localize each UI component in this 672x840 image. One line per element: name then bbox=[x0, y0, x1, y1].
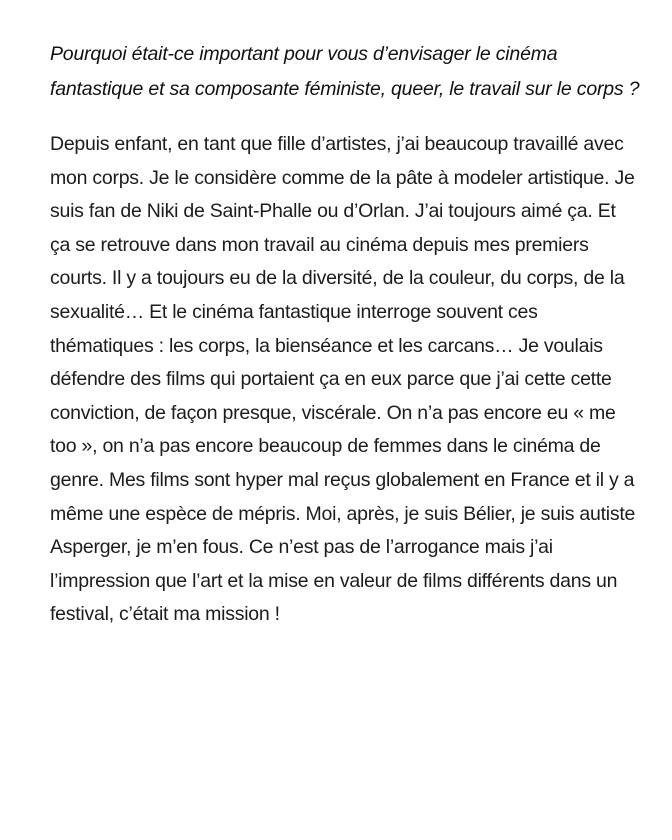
interview-answer: Depuis enfant, en tant que fille d’artistes, j’ai beaucoup travaillé avec mon corps. Je le considère comme de la pâte à modeler artistique. Je suis fan de Niki de Saint-Phalle ou d’Orlan. J’ai toujours aimé ça. Et ça se retrouve dans mon travail au cinéma depuis mes premiers courts. Il y a toujours eu de la diversité, de la couleur, du corps, de la sexualité… Et le cinéma fantastique interroge souvent ces thématiques : les corps, la bienséance et les carcans… Je voulais défendre des films qui portaient ça en eux parce que j’ai cette cette conviction, de façon presque, viscérale. On n’a pas encore eu « me too », on n’a pas encore beaucoup de femmes dans le cinéma de genre. Mes films sont hyper mal reçus globalement en France et il y a même une espèce de mépris. Moi, après, je suis Bélier, je suis autiste Asperger, je m’en fous. Ce n’est pas de l’arrogance mais j’ai l’impression que l’art et la mise en valeur de films différents dans un festival, c’était ma mission ! bbox=[50, 133, 636, 626]
interview-question: Pourquoi était-ce important pour vous d’envisager le cinéma fantastique et sa composante féministe, queer, le travail sur le corps ? bbox=[50, 43, 640, 100]
interview-article bbox=[50, 37, 640, 632]
